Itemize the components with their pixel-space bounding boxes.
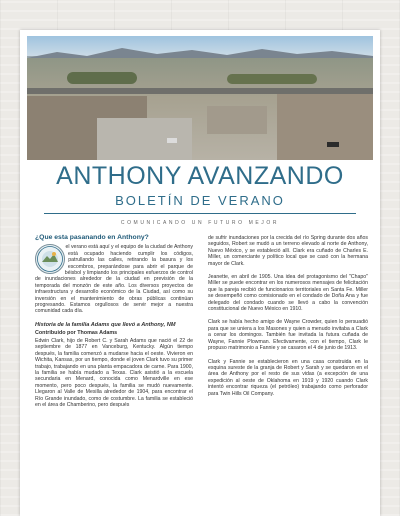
tree-cluster — [67, 72, 137, 84]
building-roof — [97, 118, 192, 160]
story-paragraph: Clark y Fannie se establecieron en una casa construida en la esquina sureste de la granja de Robert y Sarah y se quedaron en el área de Anthony por el resto de sus vidas (a excepción de una expedición al oeste de Oklahoma en 1919 y 1920 cuando Clark intentó encontrar riqueza (el petróleo) trabajando como perforador para Twin Hills Oil Company. — [208, 358, 368, 397]
tree-cluster — [227, 74, 317, 84]
town-area — [27, 58, 373, 160]
section-heading: ¿Que esta pasanando en Anthony? — [35, 234, 149, 241]
building-roof — [277, 94, 373, 160]
right-column — [208, 235, 368, 404]
newsletter-page — [20, 30, 380, 516]
aerial-town-photo — [27, 36, 373, 160]
story-paragraph: de sufrir inundaciones por la crecida del río Spring durante dos años seguidos, Robert se mudó a un terreno elevado al norte de Anthony, Nuevo México, y se estableció allí. Clark era cuñado de Charles E. Miller, un comerciante y político local que se casó con la hermana mayor de Clark. — [208, 235, 368, 267]
city-seal-icon — [35, 244, 65, 274]
vehicle — [327, 142, 339, 147]
tagline: COMUNICANDO UN FUTURO MEJOR — [120, 220, 280, 226]
newsletter-subtitle: BOLETÍN DE VERANO — [115, 193, 285, 208]
story-heading: Historia de la familia Adams que llevó a Anthony, NM — [35, 321, 176, 328]
building-roof — [207, 106, 267, 134]
story-paragraph: Edwin Clark, hijo de Robert C. y Sarah Adams que nació el 22 de septiembre de 1877 en Vanceburg, Kentucky. Algún tiempo después, la familia comenzó a mudarse hacia el oeste. Vivieron en Wichita, Kansas, por un tiempo, donde el joven Clark tuvo su primer trabajo, trabajando en una planta empacadora de carne. Para 1900, la familia se había mudado a Texas. Clark asistió a la escuela secundaria en Menard, conocida como Menardville en ese momento, pero poco después, la familia se mudó nuevamente. Llegaron al Valle de Mesilla alrededor de 1904, para encontrar el Río Grande inundado, como de costumbre. La familia se estableció en el área de Chamberino, pero después — [35, 337, 193, 408]
title-divider — [44, 213, 356, 214]
vehicle — [167, 138, 177, 143]
newsletter-title: ANTHONY AVANZANDO — [56, 162, 344, 190]
left-column — [35, 235, 193, 415]
story-paragraph: Clark se había hecho amigo de Wayne Crowder, quien lo persuadió para que se uniera a los Masones y quien a menudo invitaba a Clark a cenar los domingos. También fue invitada la futura cuñada de Wayne, Fannie Plowman. Efectivamente, con el tiempo, Clark le propuso matrimonio a Fannie y se casaron el 4 de junio de 1913. — [208, 319, 368, 352]
street — [27, 88, 373, 94]
story-paragraph: Jeanette, en abril de 1905. Una idea del protagonismo del "Chapo" Miller se puede encontrar en los numerosos mensajes de felicitación que la pareja recibió de funcionarios territoriales en Santa Fe. Miller se desempeñó como comisionado en el condado de Doña Ana y fue delegado del condado cuando se llevó a cabo la convención constitucional de Nuevo México en 1910. — [208, 274, 368, 313]
intro-paragraph: el verano está aquí y el equipo de la ciudad de Anthony está ocupado haciendo cumplir los códigos, patrullando las calles, retirando la basura y los escombros, preparándose para abrir el parque de béisbol y limpiando los principales esfuerzos de control de inundaciones alrededor de la ciudad en previsión de la temporada del monzón de este año. Los diversos proyectos de infraestructura y desarrollo económico de la Ciudad, así como su inversión en el mantenimiento de obras públicas continúan progresando. Estamos orgullosos de servir mejor a nuestra comunidad cada día. — [35, 244, 193, 315]
byline: Contribuido por Thomas Adams — [35, 330, 118, 337]
